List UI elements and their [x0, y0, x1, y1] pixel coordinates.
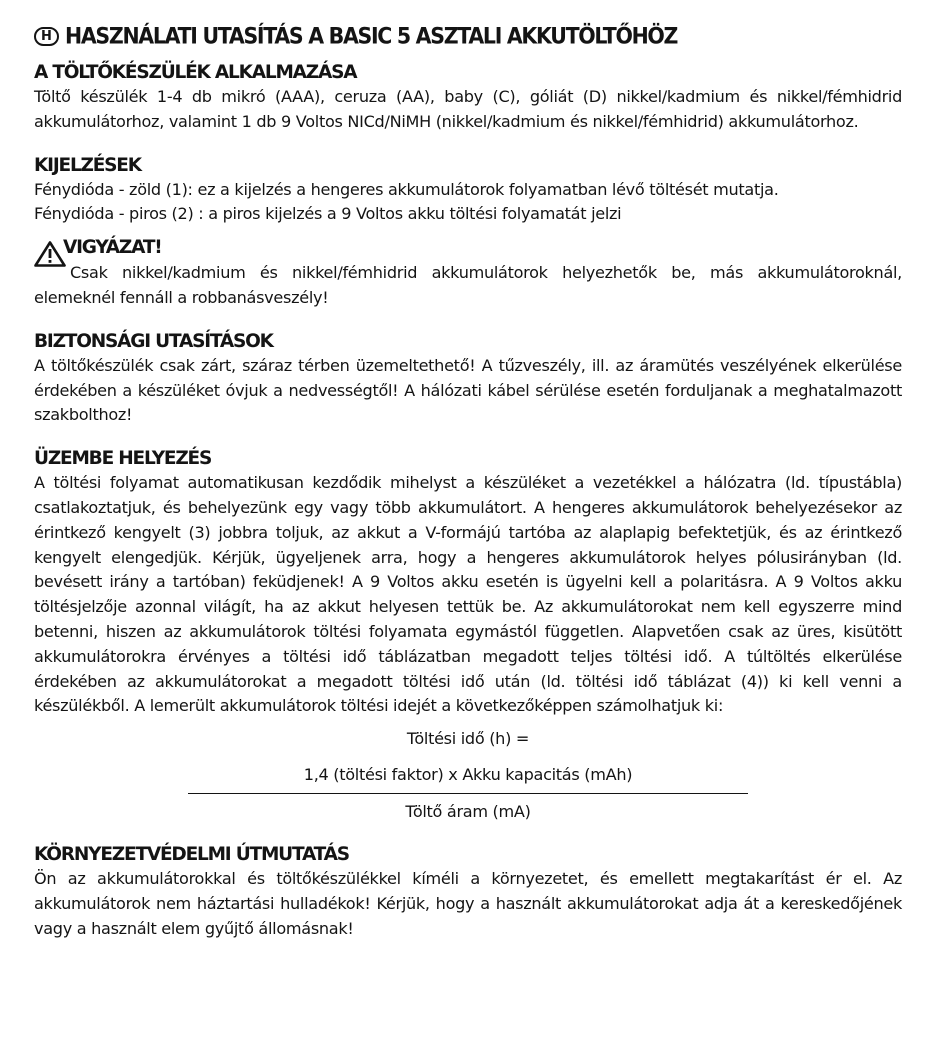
section-heading-environment: KÖRNYEZETVÉDELMI ÚTMUTATÁS [34, 844, 349, 866]
section-text-operation: A töltési folyamat automatikusan kezdődik mihelyst a készüléket a vezetékkel a hálózatra (ld. típustábla) csatlakoztatjuk, és behelyezünk egy vagy több akkumulátort. A hengeres akkumulátorok behelyezésekor az érintkező kengyelt (3) jobbra toljuk, az akkut a V-formájú tartóba az alaplapig befektetjük, és az érintkező kengyelt elengedjük. Kérjük, ügyeljenek arra, hogy a hengeres akkumulátorok helyes pólusirányban (ld. bevésett irány a tartóban) feküdjenek! A 9 Voltos akku esetén is ügyelni kell a polaritásra. A 9 Voltos akku töltésjelzője azonnal világít, ha az akkut helyesen tettük be. Az akkumulátorokat nem kell egyszerre mind betenni, hiszen az akkumulátorok töltési folyamata egymástól független. Alapvetően csak az üres, kisütött akkumulátorokra érvényes a töltési idő táblázatban megadott teljes töltési idő. A túltöltés elkerülése érdekében az akkumulátorokat a megadott töltési idő után (ld. töltési idő táblázat (4)) ki kell venni a készülékből. A lemerült akkumulátorok töltési idejét a következőképpen számolhatjuk ki: [34, 473, 902, 716]
section-heading-warning: VIGYÁZAT! [63, 237, 162, 259]
language-badge: H [34, 27, 59, 46]
document-title: HASZNÁLATI UTASÍTÁS A BASIC 5 ASZTALI AKKUTÖLTŐHÖZ [65, 23, 678, 49]
warning-triangle-icon [34, 241, 66, 267]
title-row [34, 18, 902, 54]
indicator-line-green: Fénydióda - zöld (1): ez a kijelzés a hengeres akkumulátorok folyamatban lévő töltését mutatja. [34, 179, 779, 199]
indicator-line-red: Fénydióda - piros (2) : a piros kijelzés a 9 Voltos akku töltési folyamatát jelzi [34, 204, 622, 224]
section-text-environment: Ön az akkumulátorokkal és töltőkészülékkel kíméli a környezetet, és emellett megtakarítást ér el. Az akkumulátorok nem háztartási hulladékok! Kérjük, hogy a használt akkumulátorokat adja át a kereskedőjének vagy a használt elem gyűjtő állomásnak! [34, 869, 902, 938]
section-heading-safety: BIZTONSÁGI UTASÍTÁSOK [34, 330, 273, 352]
section-text-warning: Csak nikkel/kadmium és nikkel/fémhidrid akkumulátorok helyezhetők be, más akkumulátoroknál, elemeknél fennáll a robbanásveszély! [34, 263, 902, 307]
formula-lhs: Töltési idő (h) = [406, 729, 530, 749]
section-heading-application: A TÖLTŐKÉSZÜLÉK ALKALMAZÁSA [34, 62, 357, 83]
formula-denominator: Töltő áram (mA) [405, 802, 531, 822]
charging-time-formula [34, 721, 902, 830]
formula-numerator: 1,4 (töltési faktor) x Akku kapacitás (mAh) [303, 765, 633, 785]
section-heading-indicators: KIJELZÉSEK [34, 154, 141, 176]
section-text-application: Töltő készülék 1-4 db mikró (AAA), ceruza (AA), baby (C), góliát (D) nikkel/kadmium és nikkel/fémhidrid akkumulátorhoz, valamint 1 db 9 Voltos NICd/NiMH (nikkel/kadmium és nikkel/fémhidrid) akkumulátorhoz. [34, 87, 902, 131]
section-text-safety: A töltőkészülék csak zárt, száraz térben üzemeltethető! A tűzveszély, ill. az áramütés veszélyének elkerülése érdekében a készüléket óvjuk a nedvességtől! A hálózati kábel sérülése esetén forduljanak a meghatalmazott szakbolthoz! [34, 355, 902, 425]
section-heading-operation: ÜZEMBE HELYEZÉS [34, 448, 212, 470]
